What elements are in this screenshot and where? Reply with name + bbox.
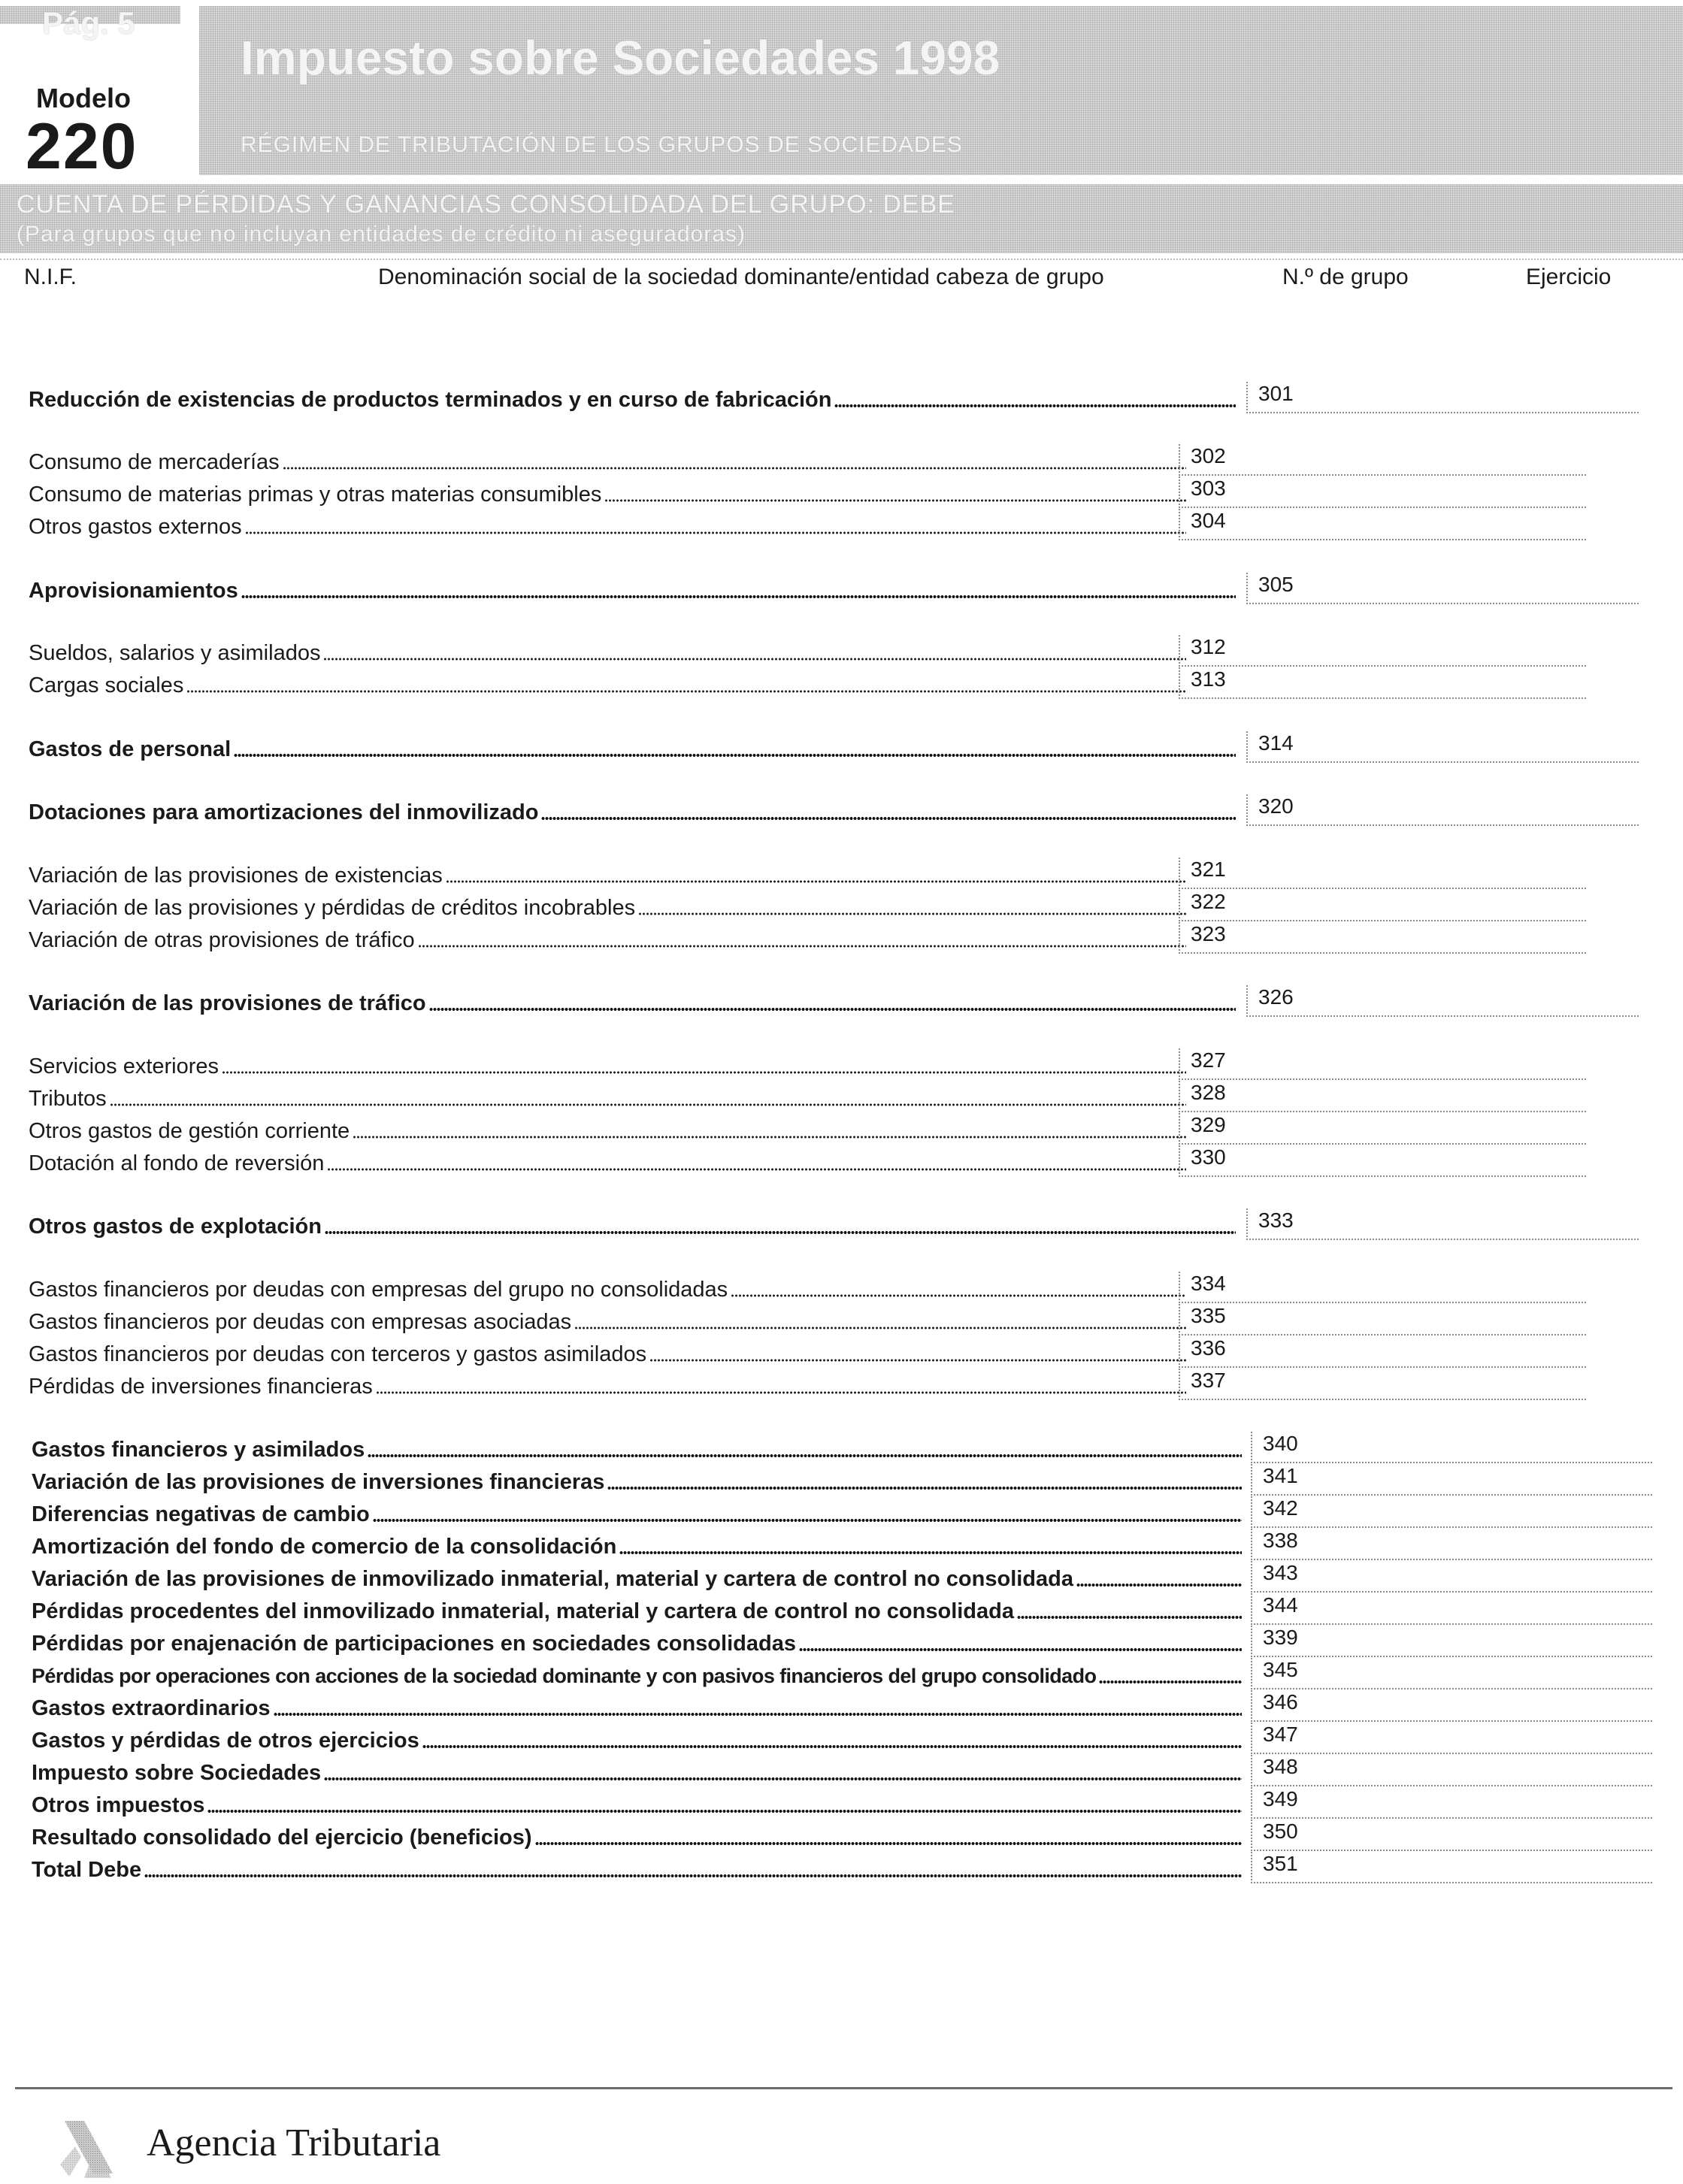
amount-field-301[interactable]	[1246, 382, 1639, 413]
row-label-text: Otros impuestos	[32, 1793, 205, 1817]
row-label-text: Impuesto sobre Sociedades	[32, 1761, 322, 1785]
amount-field-313[interactable]	[1179, 667, 1586, 699]
form-row-321	[0, 859, 1683, 891]
box-code: 330	[1191, 1145, 1226, 1169]
form-row-330	[0, 1147, 1683, 1178]
box-code: 348	[1263, 1755, 1298, 1778]
box-code: 334	[1191, 1272, 1226, 1295]
box-code: 328	[1191, 1081, 1226, 1104]
box-code: 326	[1258, 985, 1294, 1009]
leader-dots	[731, 1294, 1186, 1297]
box-code: 341	[1263, 1464, 1298, 1487]
amount-field-328[interactable]	[1179, 1081, 1586, 1112]
leader-dots	[368, 1454, 1242, 1457]
modelo-number: 220	[26, 110, 138, 183]
row-label	[29, 1054, 1186, 1078]
leader-dots	[325, 1231, 1236, 1234]
amount-field-323[interactable]	[1179, 922, 1586, 954]
row-label	[29, 991, 1236, 1015]
form-row-344	[0, 1595, 1683, 1626]
leader-dots	[834, 404, 1236, 407]
row-label-text: Otros gastos externos	[29, 515, 242, 539]
row-label	[32, 1761, 1242, 1785]
leader-dots	[418, 945, 1186, 948]
row-label	[29, 928, 1186, 952]
form-row-351	[0, 1853, 1683, 1885]
leader-dots	[283, 467, 1186, 470]
row-label-text: Tributos	[29, 1087, 107, 1111]
form-row-347	[0, 1724, 1683, 1756]
amount-field-314[interactable]	[1246, 731, 1639, 763]
amount-field-348[interactable]	[1251, 1755, 1652, 1786]
amount-field-345[interactable]	[1251, 1658, 1652, 1689]
row-label	[29, 1119, 1186, 1143]
row-label-text: Diferencias negativas de cambio	[32, 1502, 370, 1526]
amount-field-329[interactable]	[1179, 1113, 1586, 1145]
row-label-text: Gastos de personal	[29, 737, 232, 761]
leader-dots	[327, 1168, 1186, 1171]
amount-field-339[interactable]	[1251, 1626, 1652, 1657]
amount-field-338[interactable]	[1251, 1529, 1652, 1560]
box-code: 337	[1191, 1369, 1226, 1392]
row-label	[32, 1826, 1242, 1850]
row-label-text: Servicios exteriores	[29, 1054, 219, 1078]
row-label-text: Variación de las provisiones de existencias	[29, 864, 443, 888]
row-label-text: Dotación al fondo de reversión	[29, 1151, 325, 1175]
box-code: 344	[1263, 1593, 1298, 1617]
row-label-text: Sueldos, salarios y asimilados	[29, 641, 321, 665]
form-row-329	[0, 1115, 1683, 1146]
row-label	[29, 579, 1236, 603]
section-banner	[0, 184, 1683, 253]
box-code: 333	[1258, 1208, 1294, 1232]
amount-field-322[interactable]	[1179, 890, 1586, 921]
amount-field-350[interactable]	[1251, 1819, 1652, 1851]
leader-dots	[1099, 1680, 1242, 1683]
form-row-346	[0, 1692, 1683, 1723]
row-label	[29, 800, 1236, 824]
leader-dots	[638, 912, 1186, 915]
amount-field-349[interactable]	[1251, 1787, 1652, 1819]
box-code: 335	[1191, 1304, 1226, 1327]
box-code: 346	[1263, 1690, 1298, 1714]
row-label-text: Total Debe	[32, 1858, 142, 1882]
leader-dots	[245, 531, 1186, 534]
leader-dots	[324, 1777, 1242, 1780]
modelo-label: Modelo	[36, 83, 131, 113]
title-banner	[199, 6, 1683, 175]
form-row-342	[0, 1498, 1683, 1529]
amount-field-341[interactable]	[1251, 1464, 1652, 1496]
row-label	[29, 1278, 1186, 1302]
form-row-338	[0, 1530, 1683, 1562]
leader-dots	[353, 1136, 1186, 1139]
leader-dots	[799, 1648, 1242, 1651]
leader-dots	[144, 1874, 1242, 1877]
box-code: 347	[1263, 1723, 1298, 1746]
leader-dots	[429, 1008, 1236, 1011]
row-label-text: Otros gastos de gestión corriente	[29, 1119, 350, 1143]
box-code: 350	[1263, 1819, 1298, 1843]
nif-field-label: N.I.F.	[24, 265, 77, 289]
amount-field-302[interactable]	[1179, 444, 1586, 476]
box-code: 327	[1191, 1048, 1226, 1072]
row-label-text: Variación de las provisiones de inversiones financieras	[32, 1470, 605, 1494]
form-row-302	[0, 446, 1683, 477]
form-row-348	[0, 1756, 1683, 1788]
form-row-335	[0, 1305, 1683, 1337]
leader-dots	[207, 1810, 1242, 1813]
row-label-text: Pérdidas de inversiones financieras	[29, 1375, 373, 1399]
box-code: 342	[1263, 1496, 1298, 1520]
amount-field-343[interactable]	[1251, 1561, 1652, 1593]
leader-dots	[604, 499, 1186, 502]
amount-field-321[interactable]	[1179, 858, 1586, 889]
box-code: 303	[1191, 476, 1226, 500]
amount-field-326[interactable]	[1246, 985, 1639, 1017]
leader-dots	[241, 595, 1236, 598]
amount-field-335[interactable]	[1179, 1304, 1586, 1336]
leader-dots	[376, 1391, 1186, 1394]
box-code: 302	[1191, 444, 1226, 467]
page-subtitle: RÉGIMEN DE TRIBUTACIÓN DE LOS GRUPOS DE SOCIEDADES	[241, 132, 963, 157]
leader-dots	[274, 1713, 1243, 1716]
row-label	[29, 1310, 1186, 1334]
form-row-341	[0, 1466, 1683, 1497]
row-label-text: Gastos financieros y asimilados	[32, 1438, 365, 1462]
box-code: 312	[1191, 635, 1226, 658]
row-label	[29, 896, 1186, 920]
box-code: 320	[1258, 794, 1294, 818]
row-label-text: Variación de las provisiones de inmovilizado inmaterial, material y cartera de control no consolidada	[32, 1567, 1073, 1591]
row-label-text: Dotaciones para amortizaciones del inmovilizado	[29, 800, 539, 824]
row-label	[29, 1215, 1236, 1239]
grupo-field-label: N.º de grupo	[1282, 265, 1409, 289]
form-row-327	[0, 1050, 1683, 1081]
leader-dots	[1076, 1584, 1242, 1587]
form-row-326	[0, 987, 1683, 1018]
box-code: 349	[1263, 1787, 1298, 1810]
leader-dots	[373, 1519, 1242, 1522]
row-label	[29, 864, 1186, 888]
box-code: 336	[1191, 1336, 1226, 1360]
row-label-text: Resultado consolidado del ejercicio (beneficios)	[32, 1826, 532, 1850]
row-label-text: Reducción de existencias de productos terminados y en curso de fabricación	[29, 388, 832, 412]
box-code: 329	[1191, 1113, 1226, 1136]
amount-field-320[interactable]	[1246, 794, 1639, 826]
leader-dots	[535, 1842, 1242, 1845]
form-row-314	[0, 733, 1683, 764]
row-label	[32, 1535, 1242, 1559]
row-label	[29, 1151, 1186, 1175]
leader-dots	[619, 1551, 1242, 1554]
amount-field-336[interactable]	[1179, 1336, 1586, 1368]
row-label	[29, 737, 1236, 761]
form-row-345	[0, 1659, 1683, 1691]
amount-field-342[interactable]	[1251, 1496, 1652, 1528]
leader-dots	[110, 1103, 1186, 1106]
row-label-text: Consumo de materias primas y otras materias consumibles	[29, 482, 602, 507]
amount-field-346[interactable]	[1251, 1690, 1652, 1722]
row-label	[29, 1087, 1186, 1111]
section-note: (Para grupos que no incluyan entidades de crédito ni aseguradoras)	[17, 222, 746, 247]
box-code: 343	[1263, 1561, 1298, 1584]
row-label	[29, 388, 1236, 412]
row-label	[29, 673, 1186, 697]
row-label-text: Consumo de mercaderías	[29, 450, 280, 474]
row-label	[32, 1567, 1242, 1591]
amount-field-303[interactable]	[1179, 476, 1586, 508]
form-row-328	[0, 1082, 1683, 1114]
row-label-text: Gastos y pérdidas de otros ejercicios	[32, 1729, 419, 1753]
page-title: Impuesto sobre Sociedades 1998	[241, 31, 1000, 85]
form-row-320	[0, 796, 1683, 827]
form-row-350	[0, 1821, 1683, 1853]
row-label	[32, 1858, 1242, 1882]
row-label	[29, 641, 1186, 665]
identification-divider	[0, 259, 1683, 260]
row-label	[32, 1632, 1242, 1656]
leader-dots	[234, 754, 1236, 757]
form-row-334	[0, 1273, 1683, 1305]
leader-dots	[446, 880, 1186, 883]
form-row-313	[0, 669, 1683, 700]
form-row-322	[0, 891, 1683, 923]
row-label	[32, 1502, 1242, 1526]
box-code: 301	[1258, 382, 1294, 405]
row-label-text: Pérdidas por operaciones con acciones de la sociedad dominante y con pasivos financieros del grupo consolidado	[32, 1665, 1097, 1687]
amount-field-340[interactable]	[1251, 1432, 1652, 1463]
row-label-text: Variación de las provisiones y pérdidas de créditos incobrables	[29, 896, 636, 920]
agency-name: Agencia Tributaria	[147, 2122, 441, 2164]
form-row-301	[0, 383, 1683, 415]
box-code: 338	[1263, 1529, 1298, 1552]
form-row-305	[0, 574, 1683, 606]
row-label-text: Amortización del fondo de comercio de la consolidación	[32, 1535, 617, 1559]
amount-field-334[interactable]	[1179, 1272, 1586, 1303]
leader-dots	[649, 1359, 1186, 1362]
row-label	[32, 1793, 1242, 1817]
box-code: 314	[1258, 731, 1294, 755]
amount-field-305[interactable]	[1246, 573, 1639, 604]
row-label-text: Pérdidas procedentes del inmovilizado inmaterial, material y cartera de control no consolidada	[32, 1599, 1014, 1623]
row-label-text: Pérdidas por enajenación de participaciones en sociedades consolidadas	[32, 1632, 796, 1656]
row-label	[32, 1729, 1242, 1753]
row-label-text: Aprovisionamientos	[29, 579, 238, 603]
leader-dots	[541, 817, 1236, 820]
form-row-304	[0, 510, 1683, 542]
row-label	[32, 1696, 1242, 1720]
row-label	[32, 1470, 1242, 1494]
row-label	[29, 1375, 1186, 1399]
amount-field-344[interactable]	[1251, 1593, 1652, 1625]
amount-field-333[interactable]	[1246, 1208, 1639, 1240]
row-label-text: Variación de las provisiones de tráfico	[29, 991, 426, 1015]
amount-field-304[interactable]	[1179, 509, 1586, 540]
row-label	[29, 482, 1186, 507]
form-row-340	[0, 1433, 1683, 1465]
row-label-text: Gastos financieros por deudas con empresas asociadas	[29, 1310, 572, 1334]
box-code: 339	[1263, 1626, 1298, 1649]
leader-dots	[186, 690, 1186, 693]
agencia-tributaria-logo-icon	[59, 2119, 119, 2179]
row-label-text: Otros gastos de explotación	[29, 1215, 322, 1239]
row-label-text: Gastos financieros por deudas con empresas del grupo no consolidadas	[29, 1278, 728, 1302]
form-row-349	[0, 1789, 1683, 1820]
amount-field-312[interactable]	[1179, 635, 1586, 667]
footer-divider	[15, 2087, 1672, 2089]
row-label-text: Gastos financieros por deudas con terceros y gastos asimilados	[29, 1342, 647, 1366]
amount-field-327[interactable]	[1179, 1048, 1586, 1080]
page-tab	[0, 5, 180, 41]
box-code: 313	[1191, 667, 1226, 691]
leader-dots	[422, 1745, 1242, 1748]
row-label	[29, 515, 1186, 539]
row-label	[32, 1599, 1242, 1623]
box-code: 322	[1191, 890, 1226, 913]
ejercicio-field-label: Ejercicio	[1526, 265, 1612, 289]
leader-dots	[1017, 1616, 1242, 1619]
form-row-312	[0, 637, 1683, 668]
row-label	[32, 1438, 1242, 1462]
box-code: 321	[1191, 858, 1226, 881]
row-label	[29, 450, 1186, 474]
form-row-303	[0, 478, 1683, 510]
leader-dots	[222, 1071, 1186, 1074]
amount-field-351[interactable]	[1251, 1852, 1652, 1883]
section-title: CUENTA DE PÉRDIDAS Y GANANCIAS CONSOLIDADA DEL GRUPO: DEBE	[17, 190, 955, 219]
row-label	[29, 1342, 1186, 1366]
form-row-339	[0, 1627, 1683, 1659]
row-label	[32, 1664, 1242, 1688]
box-code: 323	[1191, 922, 1226, 945]
form-row-323	[0, 924, 1683, 955]
form-row-343	[0, 1562, 1683, 1594]
leader-dots	[607, 1487, 1242, 1490]
leader-dots	[323, 658, 1186, 661]
denominacion-field-label: Denominación social de la sociedad dominante/entidad cabeza de grupo	[378, 265, 1104, 289]
box-code: 351	[1263, 1852, 1298, 1875]
row-label-text: Variación de otras provisiones de tráfico	[29, 928, 415, 952]
row-label-text: Gastos extraordinarios	[32, 1696, 271, 1720]
form-row-337	[0, 1370, 1683, 1402]
form-row-336	[0, 1338, 1683, 1369]
box-code: 345	[1263, 1658, 1298, 1681]
page-number: Pág. 5	[42, 5, 135, 41]
leader-dots	[574, 1326, 1186, 1329]
form-row-333	[0, 1210, 1683, 1242]
box-code: 305	[1258, 573, 1294, 596]
row-label-text: Cargas sociales	[29, 673, 184, 697]
amount-field-337[interactable]	[1179, 1369, 1586, 1400]
amount-field-330[interactable]	[1179, 1145, 1586, 1177]
amount-field-347[interactable]	[1251, 1723, 1652, 1754]
box-code: 304	[1191, 509, 1226, 532]
box-code: 340	[1263, 1432, 1298, 1455]
